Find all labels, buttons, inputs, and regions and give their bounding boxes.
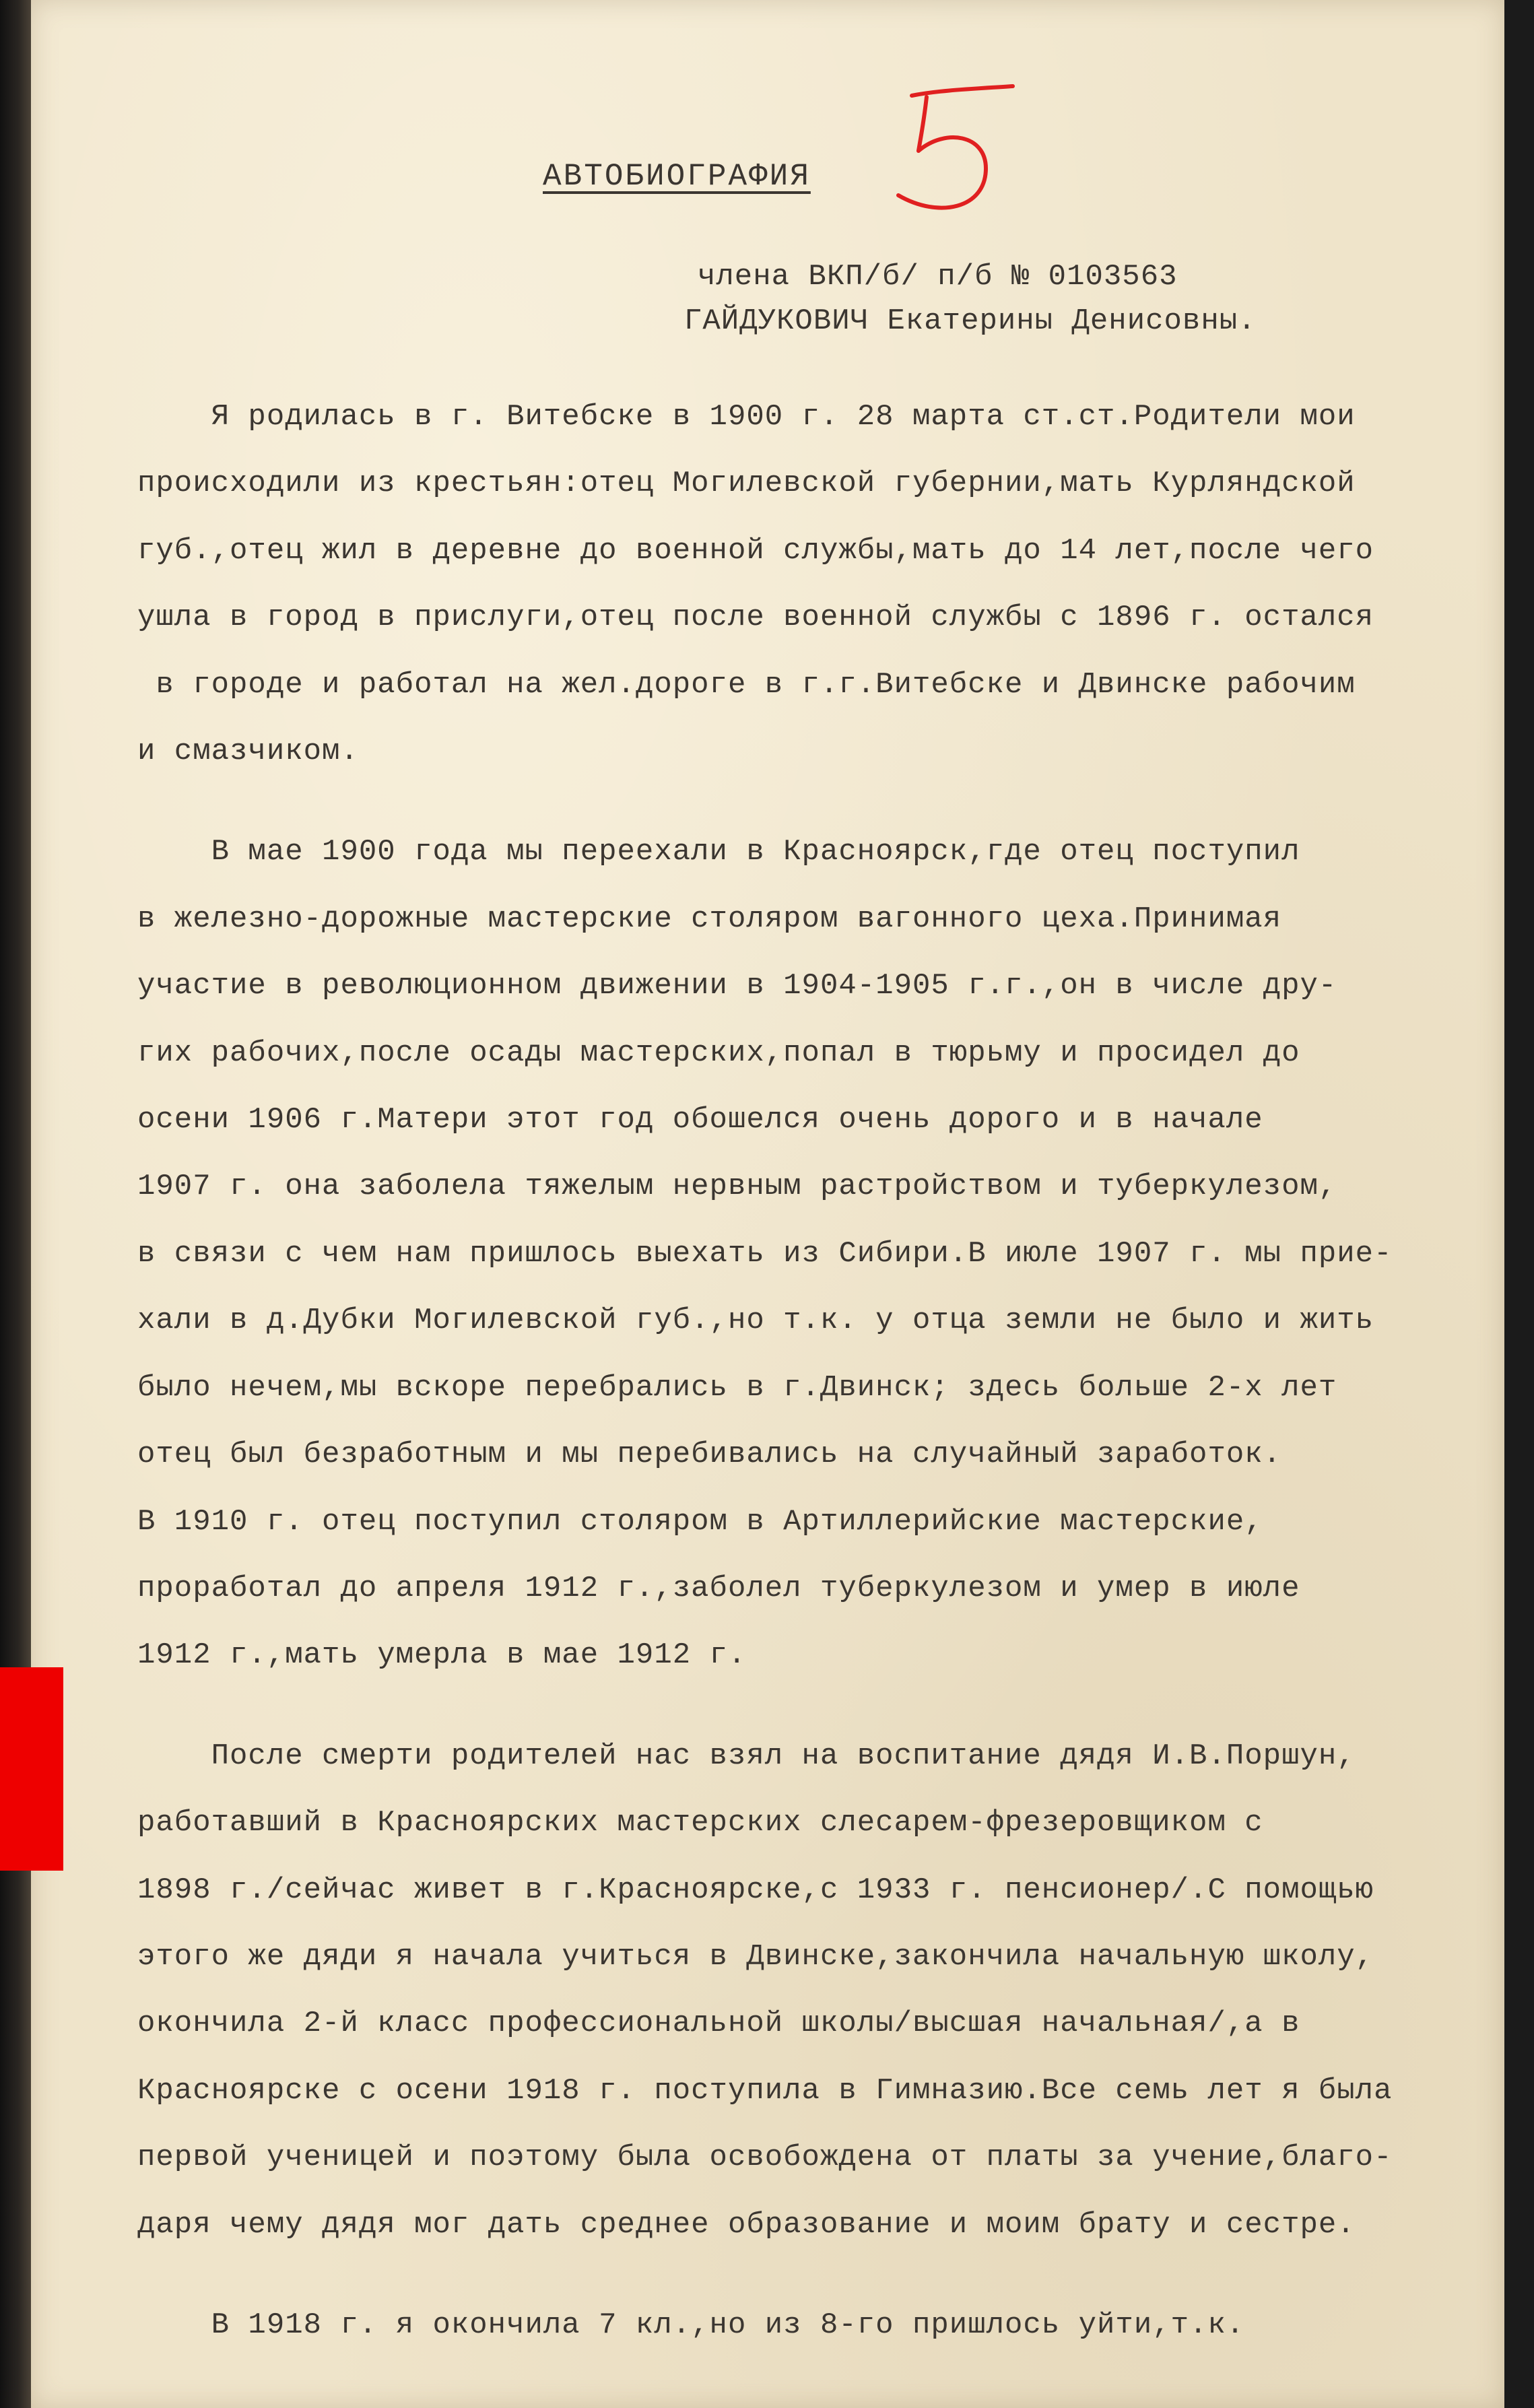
text-line: хали в д.Дубки Могилевской губ.,но т.к. у отца земли не было и жить	[137, 1304, 1374, 1338]
text-line: первой ученицей и поэтому была освобождена от платы за учение,благо-	[137, 2141, 1393, 2175]
text-line: происходили из крестьян:отец Могилевской губернии,мать Курляндской	[137, 467, 1356, 501]
text-line: проработал до апреля 1912 г.,заболел туберкулезом и умер в июле	[137, 1571, 1300, 1605]
text-line: окончила 2-й класс профессиональной школы/высшая начальная/,а в	[137, 2007, 1300, 2041]
paragraph	[137, 2292, 1484, 2359]
text-line: отец был безработным и мы перебивались на случайный заработок.	[137, 1438, 1282, 1472]
paragraph	[137, 1723, 1484, 2259]
text-line: осени 1906 г.Матери этот год обошелся очень дорого и в начале	[137, 1103, 1263, 1137]
text-line: В 1918 г. я окончила 7 кл.,но из 8-го пришлось уйти,т.к.	[137, 2308, 1245, 2342]
member-card-line: члена ВКП/б/ п/б № 0103563	[698, 260, 1178, 294]
text-line: участие в революционном движении в 1904-1905 г.г.,он в числе дру-	[137, 969, 1337, 1003]
text-line: 1912 г.,мать умерла в мае 1912 г.	[137, 1638, 747, 1673]
paragraph-gap	[137, 785, 1484, 819]
text-line: Я родилась в г. Витебске в 1900 г. 28 марта ст.ст.Родители мои	[137, 400, 1356, 434]
text-line: было нечем,мы вскоре перебрались в г.Двинск; здесь больше 2-х лет	[137, 1370, 1337, 1405]
text-line: 1898 г./сейчас живет в г.Красноярске,с 1933 г. пенсионер/.С помощью	[137, 1873, 1374, 1907]
paragraph-gap	[137, 2259, 1484, 2292]
paragraphs	[137, 384, 1484, 2359]
text-line: работавший в Красноярских мастерских слесарем-фрезеровщиком с	[137, 1806, 1263, 1840]
text-line: В мае 1900 года мы переехали в Красноярск,где отец поступил	[137, 835, 1300, 869]
text-line: ушла в город в прислуги,отец после военной службы с 1896 г. остался	[137, 601, 1374, 635]
text-line: губ.,отец жил в деревне до военной службы,мать до 14 лет,после чего	[137, 533, 1374, 568]
text-line: этого же дяди я начала учиться в Двинске,закончила начальную школу,	[137, 1939, 1374, 1974]
document-sheet	[31, 0, 1504, 2408]
paragraph	[137, 384, 1484, 785]
document-body	[137, 384, 1484, 2359]
paragraph	[137, 819, 1484, 1689]
text-line: и смазчиком.	[137, 735, 359, 769]
text-line: в железно-дорожные мастерские столяром вагонного цеха.Принимая	[137, 902, 1282, 936]
binding-edge	[0, 0, 31, 2408]
text-line: гих рабочих,после осады мастерских,попал в тюрьму и просидел до	[137, 1036, 1300, 1070]
folio-number-handwritten	[885, 81, 1020, 229]
document-title: АВТОБИОГРАФИЯ	[543, 159, 811, 194]
paragraph-gap	[137, 1690, 1484, 1723]
text-line: Красноярске с осени 1918 г. поступила в Гимназию.Все семь лет я была	[137, 2073, 1393, 2108]
text-line: В 1910 г. отец поступил столяром в Артиллерийские мастерские,	[137, 1504, 1263, 1539]
red-marker-tab	[0, 1667, 63, 1871]
text-line: в связи с чем нам пришлось выехать из Сибири.В июле 1907 г. мы прие-	[137, 1236, 1393, 1271]
text-line: в городе и работал на жел.дороге в г.г.Витебске и Двинске рабочим	[137, 667, 1356, 702]
document-header	[684, 255, 1257, 343]
author-name-line: ГАЙДУКОВИЧ Екатерины Денисовны.	[684, 304, 1257, 338]
text-line: 1907 г. она заболела тяжелым нервным растройством и туберкулезом,	[137, 1170, 1337, 1204]
text-line: После смерти родителей нас взял на воспитание дядя И.В.Поршун,	[137, 1739, 1356, 1773]
text-line: даря чему дядя мог дать среднее образование и моим брату и сестре.	[137, 2207, 1356, 2242]
